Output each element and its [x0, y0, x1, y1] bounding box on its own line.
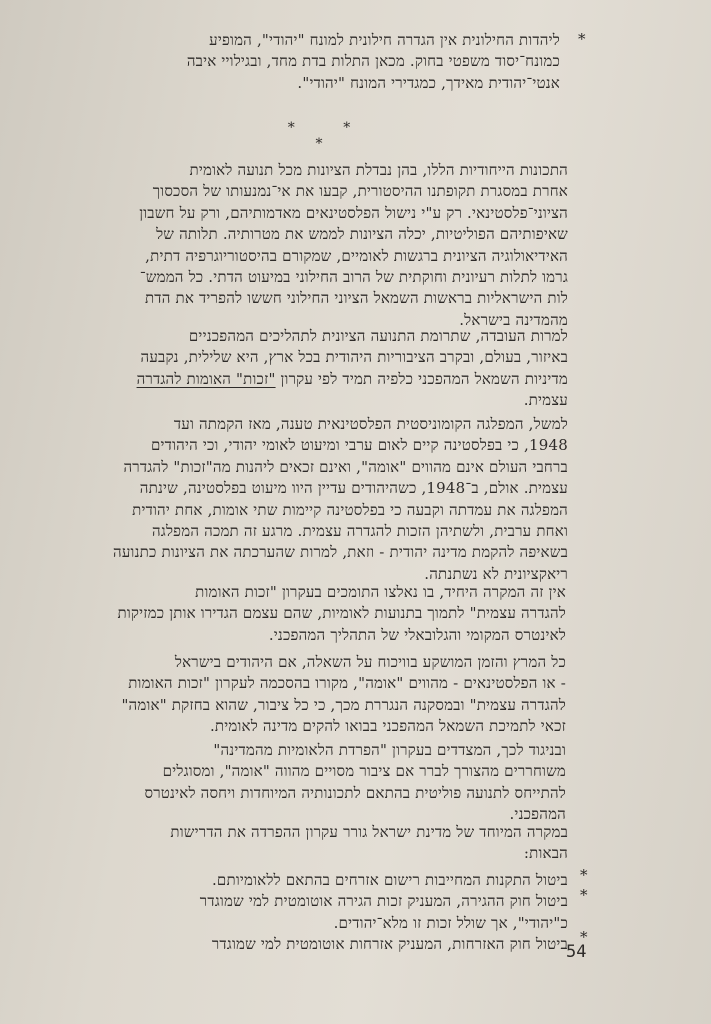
paragraph-line: להגדרה עצמית" ובמסקנה הנגררת מכך, כי כל ציבור, שהוא בחזקת "אומה" [121, 695, 566, 714]
paragraph-line [40, 369, 568, 390]
paragraph-line: 1948, כי בפלסטינה קיים לאום ערבי ומיעוט לאומי יהודי, וכי היהודים [150, 436, 568, 455]
list-item-continuation: כ"יהודי", אך שולל זכות זו מלא־יהודים. [333, 913, 568, 932]
paragraph-line: כל המרץ והזמן המושקע בוויכוח על השאלה, אם היהודים בישראל [174, 653, 566, 671]
paragraph-line: אין זה המקרה היחיד, בו נאלצו התומכים בעקרון "זכות האומות [195, 583, 566, 601]
paragraph-line: מהמדינה בישראל. [459, 310, 568, 329]
paragraph-7 [40, 822, 568, 865]
paragraph-line: שאיפותיהם הפוליטיות, יכלה הציונות לממש את מטרותיה. תלותה של [156, 225, 568, 244]
paragraph-line: להגדרה עצמית" לתמוך בתנועות לאומיות, שהם עצמם הגדירו אותן כמזיקות [117, 604, 566, 623]
paragraph-line: לאינטרס המקומי והגלובאלי של התהליך המהפכני. [268, 625, 566, 644]
paragraph-line: ריאקציונית לא נשתנתה. [424, 564, 568, 583]
paragraph-3 [38, 414, 568, 585]
list-item: ביטול חוק האזרחות, המעניק אזרחות אוטומטית למי שמוגדר [211, 935, 568, 954]
paragraph-line: הבאות: [523, 844, 568, 863]
paragraph-line: התכונות הייחודיות הללו, בהן נבדלת הציונות מכל תנועה לאומית [189, 161, 568, 179]
paragraph-line: לות הישראליות בראשות השמאל הציוני החילוני חששו להפריד את הדת [144, 289, 568, 308]
paragraph-line: משוחררים מהצורך לברר אם ציבור מסויים מהווה "אומה", ומסוגלים [162, 762, 566, 781]
list-item-bullet: * [580, 928, 588, 946]
paragraph-line: גרמו לתלות רעיונית וחוקתית של הרוב החילוני במיעוט הדתי. כל הממש־ [139, 268, 568, 287]
paragraph-4 [38, 582, 566, 646]
paragraph-line: עצמית. אולם, ב־1948, כשהיהודים עדיין היוו מיעוט בפלסטינה, שינתה [139, 479, 568, 498]
paragraph-line-text: מדיניות השמאל המהפכני כלפיה תמיד לפי עקרון [280, 369, 568, 388]
footnote-marker: * [578, 30, 586, 48]
paragraph-line: למרות העובדה, שתרומת התנועה הציונית לתהליכים המהפכניים [188, 327, 568, 345]
paragraph-line: ואחת ערבית, ולשתיהן הזכות להגדרה עצמית. מרגע זה תמכה המפלגה [151, 522, 568, 541]
paragraph-line: להתייחס לתנועה פוליטית בהתאם לתכונותיה המיוחדות ויחסה לאינטרס [144, 783, 566, 802]
footnote-line: כמונח־יסוד משפטי בחוק. מכאן התלות בדת מחד, ובגילויי איבה [186, 52, 560, 71]
paragraph-line: באיזור, בעולם, ובקרב הציבוריות היהודית בכל ארץ, היא שלילית, נקבעה [140, 348, 568, 367]
footnote-line: ליהדות החילונית אין הגדרה חילונית למונח "יהודי", המופיע [209, 31, 560, 49]
paragraph-1 [38, 160, 568, 331]
paragraph-line: האידיאולוגיה הציונית ברגשות לאומיים, שמקורם בהיסטוריוגרפיה דתית, [145, 246, 568, 265]
section-divider: * * * [287, 120, 373, 152]
list-item: ביטול חוק ההגירה, המעניק זכות הגירה אוטומטית למי שמוגדר [199, 892, 568, 911]
footnote-line: אנטי־יהודית מאידך, כמגדירי המונח "יהודי". [297, 73, 560, 92]
paragraph-line: למשל, המפלגה הקומוניסטית הפלסטינאית טענה, מאז הקמתה ועד [173, 415, 568, 433]
paragraph-line: ובניגוד לכך, המצדדים בעקרון "הפרדת הלאומיות מהמדינה" [213, 741, 566, 759]
paragraph-5 [38, 652, 566, 738]
paragraph-line: זכאי לתמיכת השמאל המהפכני בבואו להקים מדינה לאומית. [209, 717, 566, 736]
paragraph-line: - או הפלסטינאים - מהווים "אומה", מקורו בהסכמה לעקרון "זכות האומות [128, 674, 566, 693]
underlined-phrase: "זכות" האומות להגדרה [136, 369, 276, 388]
paragraph-line: עצמית. [523, 391, 568, 410]
paragraph-line: אחרת במסגרת תקופתנו ההיסטורית, קבעו את אי־נמנעותו של הסכסוך [152, 182, 568, 201]
paragraph-2 [40, 326, 568, 412]
paragraph-line: במקרה המיוחד של מדינת ישראל גורר עקרון ההפרדה את הדרישות [170, 823, 568, 841]
page-number: 54 [566, 942, 587, 962]
paragraph-line: בשאיפה להקמת מדינה יהודית - וזאת, למרות שהערכתה את הציונות כתנועה [113, 543, 568, 562]
requirements-list [40, 870, 568, 956]
list-item-bullet: * [580, 866, 588, 884]
list-item-bullet: * [580, 886, 588, 904]
paragraph-6 [38, 740, 566, 826]
footnote-text [40, 30, 560, 94]
paragraph-line: המהפכני. [509, 805, 566, 824]
list-item: ביטול התקנות המחייבות רישום אזרחים בהתאם ללאומיותם. [211, 871, 568, 889]
paragraph-line: הציוני־פלסטינאי. רק ע"י נישול הפלסטינאים מאדמותיהם, ורק על חשבון [139, 203, 568, 222]
paragraph-line: ברחבי העולם אינם מהווים "אומה", ואינם זכאים ליהנות מה"זכות" להגדרה [123, 457, 568, 476]
paragraph-line: המפלגה את עמדתה וקבעה כי בפלסטינה קיימות שתי אומות, אחת יהודית [132, 500, 568, 519]
